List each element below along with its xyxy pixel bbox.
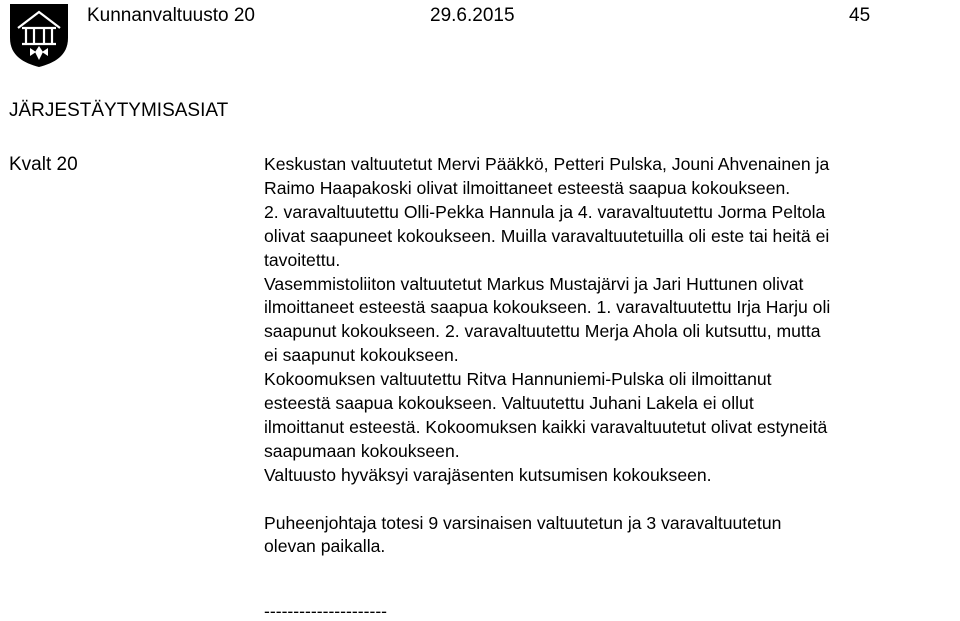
- body-line: olivat saapuneet kokoukseen. Muilla varavaltuutetuilla oli este tai heitä ei: [264, 225, 830, 246]
- closing-line: olevan paikalla.: [264, 536, 386, 557]
- body-line: saapumaan kokoukseen.: [264, 440, 460, 461]
- paragraph-gap: [264, 488, 958, 512]
- municipal-coat-of-arms-icon: [8, 2, 70, 68]
- document-title: Kunnanvaltuusto 20: [87, 5, 255, 26]
- item-body: [264, 153, 958, 559]
- body-line: ilmoittaneet esteestä saapua kokoukseen. 1. varavaltuutettu Irja Harju oli: [264, 297, 831, 318]
- page-number: 45: [849, 5, 871, 26]
- item-code: Kvalt 20: [9, 154, 78, 175]
- body-line: Valtuusto hyväksyi varajäsenten kutsumisen kokoukseen.: [264, 464, 712, 485]
- section-title: JÄRJESTÄYTYMISASIAT: [9, 100, 229, 121]
- meeting-date: 29.6.2015: [430, 5, 515, 26]
- body-line: esteestä saapua kokoukseen. Valtuutettu Juhani Lakela ei ollut: [264, 393, 754, 414]
- body-line: Keskustan valtuutetut Mervi Pääkkö, Petteri Pulska, Jouni Ahvenainen ja: [264, 154, 830, 174]
- body-line: saapunut kokoukseen. 2. varavaltuutettu Merja Ahola oli kutsuttu, mutta: [264, 321, 821, 342]
- body-line: ei saapunut kokoukseen.: [264, 345, 459, 366]
- separator-line: ---------------------: [264, 601, 388, 621]
- body-line: Raimo Haapakoski olivat ilmoittaneet esteestä saapua kokoukseen.: [264, 177, 791, 198]
- body-line: Kokoomuksen valtuutettu Ritva Hannuniemi-Pulska oli ilmoittanut: [264, 369, 772, 390]
- body-line: tavoitettu.: [264, 249, 341, 270]
- closing-line: Puheenjohtaja totesi 9 varsinaisen valtuutetun ja 3 varavaltuutetun: [264, 512, 782, 533]
- body-line: Vasemmistoliiton valtuutetut Markus Mustajärvi ja Jari Huttunen olivat: [264, 273, 804, 294]
- body-line: 2. varavaltuutettu Olli-Pekka Hannula ja 4. varavaltuutettu Jorma Peltola: [264, 201, 826, 222]
- body-line: ilmoittanut esteestä. Kokoomuksen kaikki varavaltuutetut olivat estyneitä: [264, 416, 828, 437]
